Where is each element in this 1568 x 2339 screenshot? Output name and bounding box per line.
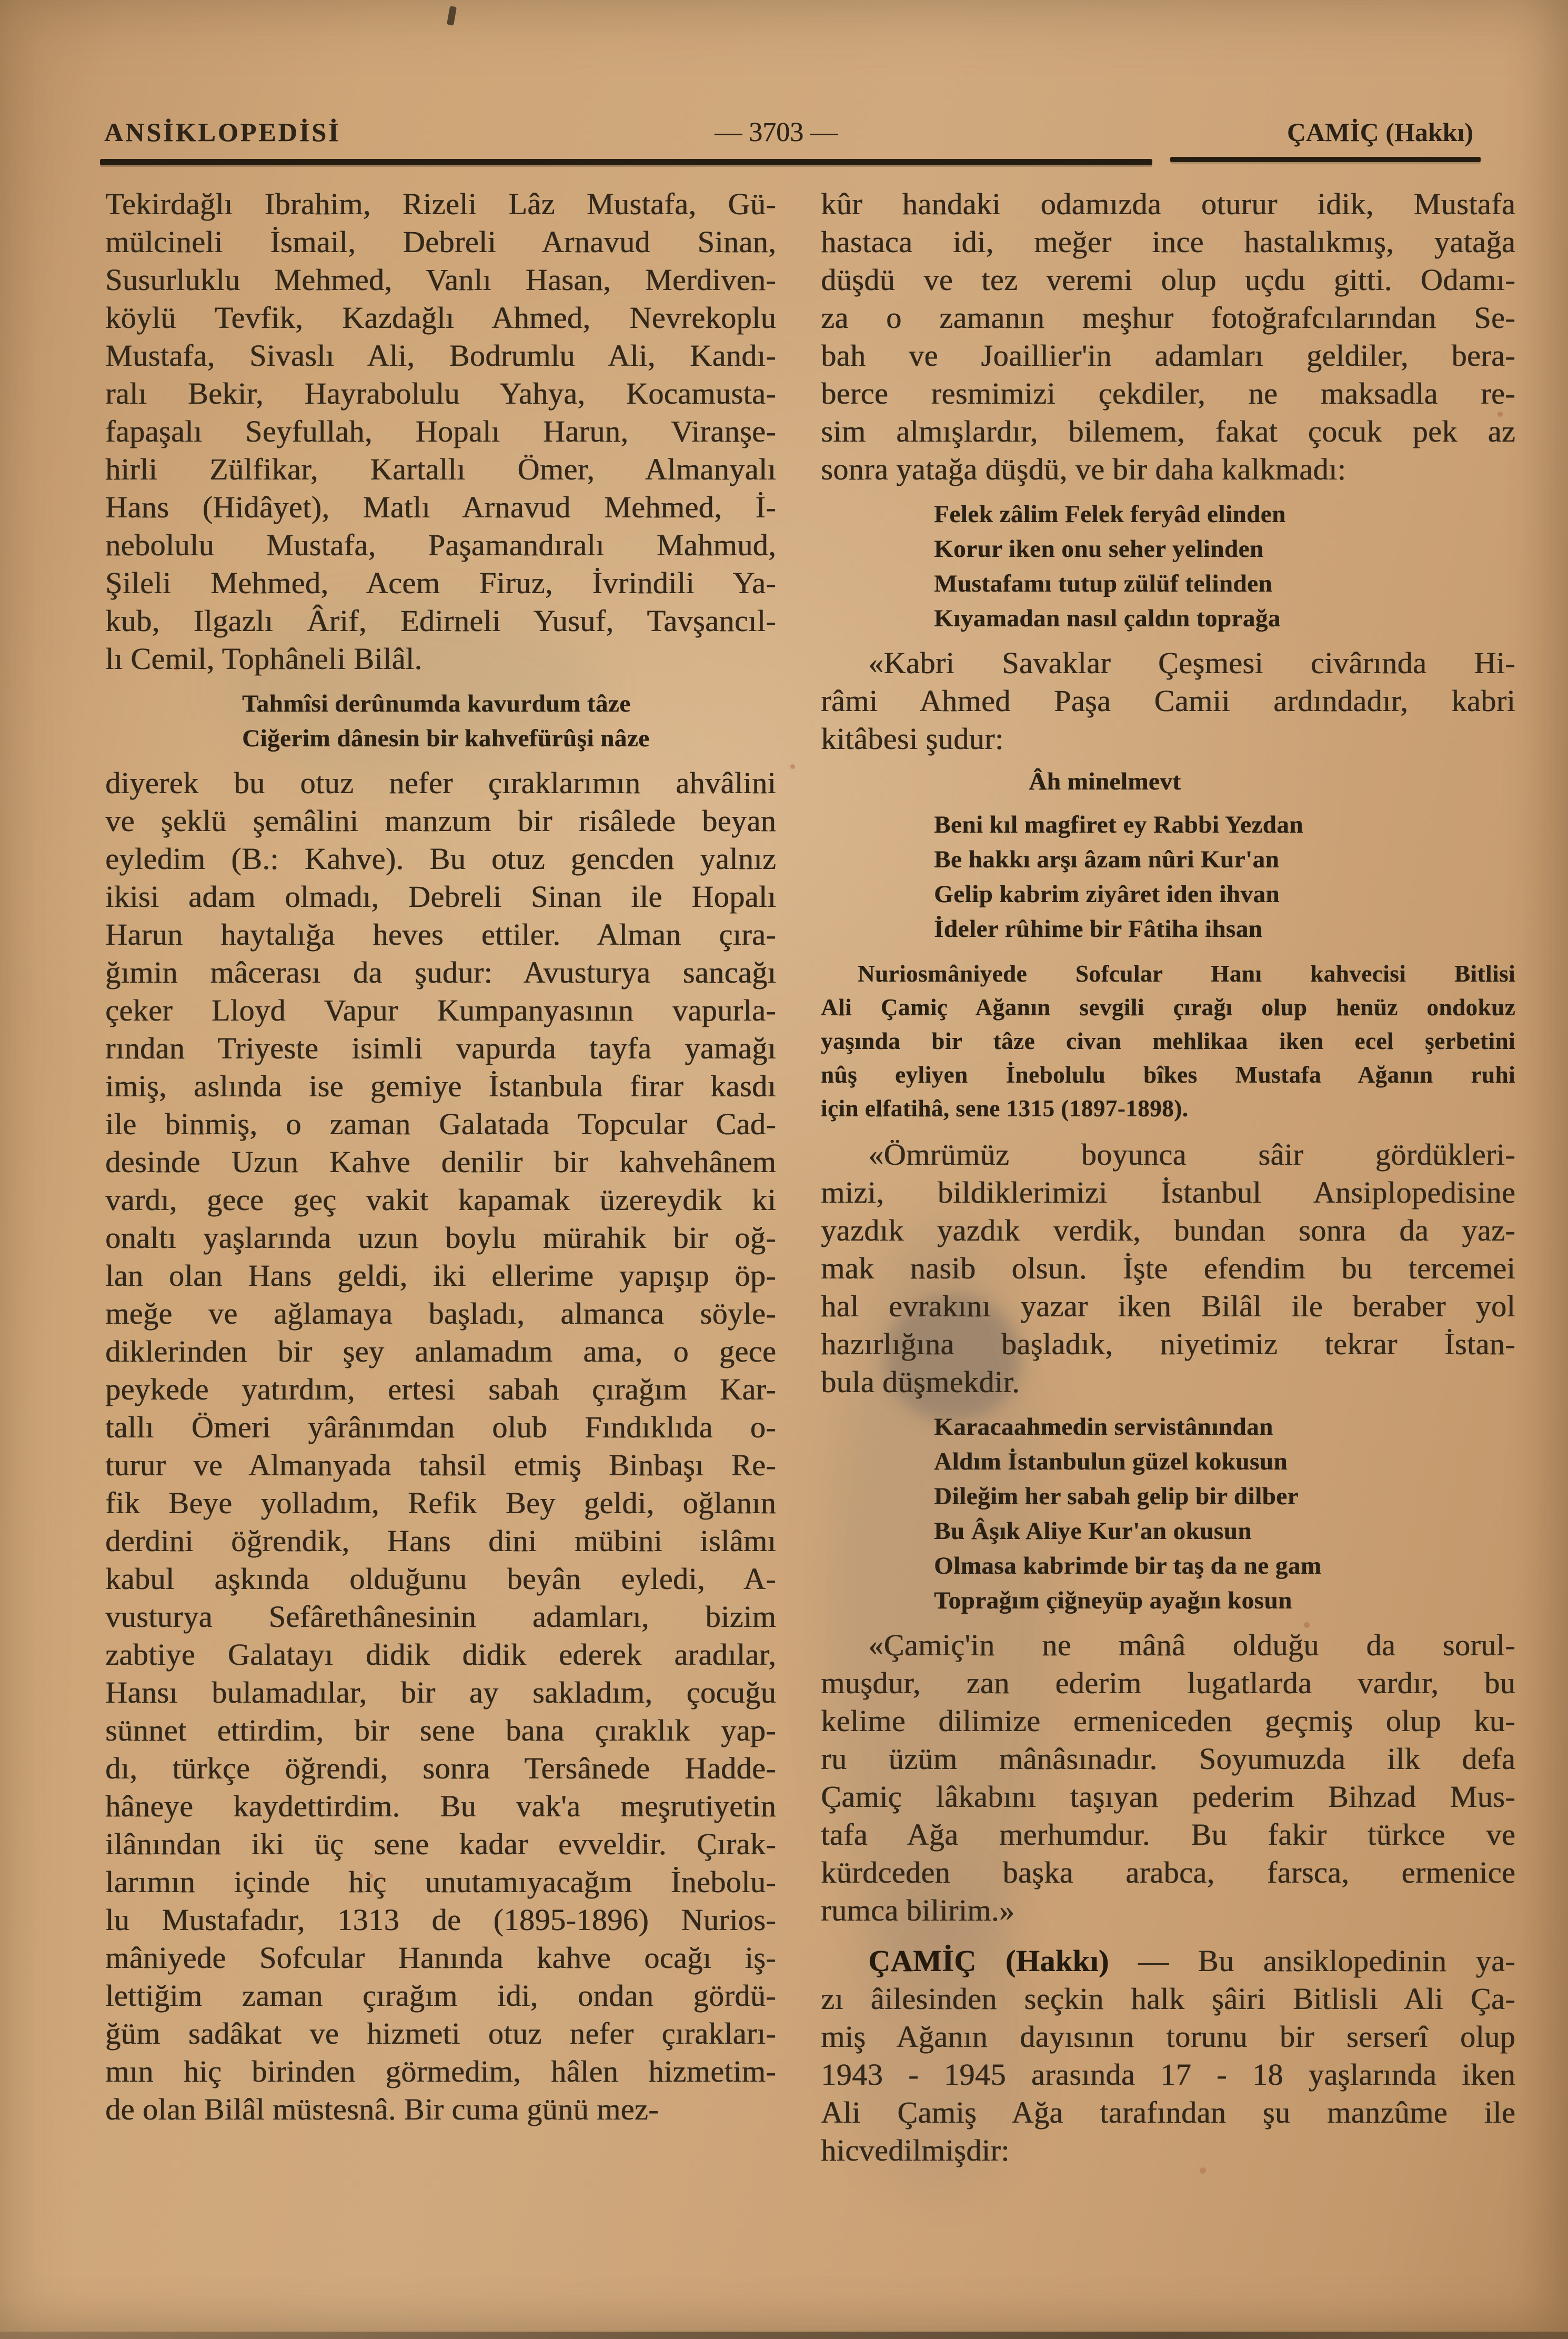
text-line: hal evrakını yazar iken Bilâl ile beraber yol — [821, 1289, 1515, 1323]
text-line: turur ve Almanyada tahsil etmiş Binbaşı Re- — [105, 1448, 776, 1482]
text-line: Ali Çamiş Ağa tarafından şu manzûme ile — [821, 2095, 1515, 2130]
text-line: Felek zâlim Felek feryâd elinden — [934, 501, 1286, 528]
text-line: bula düşmekdir. — [821, 1365, 1020, 1399]
page-number: — 3703 — — [715, 117, 838, 147]
right-column — [821, 185, 1515, 2170]
text-line: de olan Bilâl müstesnâ. Bir cuma günü mez- — [105, 2092, 659, 2126]
paragraph — [821, 1626, 1515, 1930]
text-line: «Kabri Savaklar Çeşmesi civârında Hi- — [868, 646, 1515, 680]
text-line: «Çamiç'in ne mânâ olduğu da sorul- — [868, 1628, 1515, 1662]
page-edge-shadow — [0, 2332, 1568, 2339]
text-line: Ciğerim dânesin bir kahvefürûşi nâze — [242, 725, 650, 752]
text-line: Karacaahmedin servistânından — [934, 1413, 1273, 1441]
text-line: Gelip kabrim ziyâret iden ihvan — [934, 881, 1280, 908]
text-line: Korur iken onu seher yelinden — [934, 535, 1264, 563]
text-line: ralı Bekir, Hayrabolulu Yahya, Kocamusta- — [105, 376, 776, 411]
text-line: sim almışlardır, bilemem, fakat çocuk pek az — [821, 414, 1515, 448]
text-line: hicvedilmişdir: — [821, 2133, 1010, 2167]
text-line: Dileğim her sabah gelip bir dilber — [934, 1483, 1299, 1510]
text-line: onaltı yaşlarında uzun boylu mürahik bir oğ- — [105, 1221, 776, 1255]
text-line: ilânından iki üç sene kadar evveldir. Çırak- — [105, 1827, 776, 1861]
text-line: eyledim (B.: Kahve). Bu otuz gencden yalnız — [105, 842, 776, 876]
paragraph — [821, 185, 1515, 488]
text-line: mizi, bildiklerimizi İstanbul Ansiplopedisine — [821, 1175, 1515, 1210]
text-line: sünnet ettirdim, bir sene bana çıraklık yap- — [105, 1713, 776, 1747]
paper-speck — [790, 764, 795, 769]
text-line: Çamiç lâkabını taşıyan pederim Bihzad Mus- — [821, 1780, 1515, 1814]
text-line: Hans (Hidâyet), Matlı Arnavud Mehmed, İ- — [105, 490, 776, 524]
text-line: Tekirdağlı Ibrahim, Rizeli Lâz Mustafa, Gü- — [105, 187, 776, 221]
text-line: peykede yatırdım, ertesi sabah çırağım Kar- — [105, 1372, 776, 1406]
text-line: nebolulu Mustafa, Paşamandıralı Mahmud, — [105, 528, 776, 562]
entry-term: ÇAMİÇ (Hakkı) — [868, 1944, 1109, 1978]
text-line: mâniyede Sofcular Hanında kahve ocağı iş- — [105, 1941, 776, 1975]
text-line: Toprağım çiğneyüp ayağın kosun — [934, 1587, 1292, 1614]
left-column — [105, 185, 776, 2128]
text-line: mak nasib olsun. İşte efendim bu tercemei — [821, 1251, 1515, 1285]
centered-line — [821, 764, 1515, 799]
text-line: bah ve Joaillier'in adamları geldiler, bera- — [821, 338, 1515, 373]
paragraph — [821, 1136, 1515, 1401]
text-line: ikisi adam olmadı, Debreli Sinan ile Hopalı — [105, 879, 776, 914]
text-line: çeker Lloyd Vapur Kumpanyasının vapurla- — [105, 993, 776, 1027]
text-line: «Ömrümüz boyunca sâir gördükleri- — [868, 1137, 1515, 1172]
text-line: yazdık yazdık verdik, bundan sonra da yaz- — [821, 1213, 1515, 1247]
text-line: hastaca idi, meğer ince hastalıkmış, yatağa — [821, 225, 1515, 259]
text-line: sonra yatağa düşdü, ve bir daha kalkmadı: — [821, 452, 1346, 486]
text-line: kub, Ilgazlı Ârif, Edirneli Yusuf, Tavşancıl- — [105, 604, 776, 638]
text-line: vardı, gece geç vakit kapamak üzereydik ki — [105, 1183, 776, 1217]
text-line: Mustafamı tutup zülüf telinden — [934, 570, 1273, 597]
text-line: nûş eyliyen İnebolulu bîkes Mustafa Ağanın ruhi — [821, 1062, 1515, 1088]
text-line: zı âilesinden seçkin halk şâiri Bitlisli Ali Ça- — [821, 1982, 1515, 2016]
text-line: za o zamanın meşhur fotoğrafcılarından Se- — [821, 301, 1515, 335]
text-line: zabtiye Galatayı didik didik ederek aradılar, — [105, 1637, 776, 1672]
text-line: Âh minelmevt — [1029, 768, 1181, 795]
text-line: köylü Tevfik, Kazdağlı Ahmed, Nevrekoplu — [105, 301, 776, 335]
running-head-entry: ÇAMİÇ (Hakkı) — [1286, 117, 1473, 147]
text-line: kûr handaki odamızda oturur idik, Mustafa — [821, 187, 1515, 221]
text-line: miş Ağanın dayısının torunu bir serserî olup — [821, 2020, 1515, 2054]
text-line: tallı Ömeri yârânımdan olub Fındıklıda o- — [105, 1410, 776, 1444]
text-line: derdini öğrendik, Hans dini mübini islâmı — [105, 1524, 776, 1558]
text-line: lan olan Hans geldi, iki ellerime yapışıp öp- — [105, 1258, 776, 1293]
paragraph — [821, 644, 1515, 758]
inscription-paragraph — [821, 957, 1515, 1125]
text-line: lı Cemil, Tophâneli Bilâl. — [105, 642, 423, 676]
running-head-title: ANSİKLOPEDİSİ — [104, 117, 341, 147]
text-line: hâneye kaydettirdim. Bu vak'a meşrutiyetin — [105, 1789, 776, 1823]
ink-mark — [447, 6, 457, 26]
text-line: meğe ve ağlamaya başladı, almanca söyle- — [105, 1296, 776, 1331]
text-line: hazırlığına başladık, niyetimiz tekrar İstan- — [821, 1327, 1515, 1361]
text-line: Şileli Mehmed, Acem Firuz, İvrindili Ya- — [105, 566, 776, 600]
text-line: Be hakkı arşı âzam nûri Kur'an — [934, 846, 1280, 873]
verse-block — [821, 807, 1515, 946]
text-line: ve şeklü şemâlini manzum bir risâlede beyan — [105, 804, 776, 838]
header-rule — [1170, 157, 1481, 162]
text-line: Susurluklu Mehmed, Vanlı Hasan, Merdiven- — [105, 263, 776, 297]
text-line: mın hiç birinden görmedim, hâlen hizmetim- — [105, 2054, 776, 2088]
text-line: Mustafa, Sivaslı Ali, Bodrumlu Ali, Kandı- — [105, 338, 776, 373]
text-line: mülcineli İsmail, Debreli Arnavud Sinan, — [105, 225, 776, 259]
text-line: ile binmiş, o zaman Galatada Topcular Cad- — [105, 1107, 776, 1141]
text-line: kabul aşkında olduğunu beyân eyledi, A- — [105, 1562, 776, 1596]
text-line: Kıyamadan nasıl çaldın toprağa — [934, 605, 1281, 632]
text-line: İdeler rûhime bir Fâtiha ihsan — [934, 915, 1263, 943]
text-line: fik Beye yolladım, Refik Bey geldi, oğlanın — [105, 1486, 776, 1520]
text-line: Hansı bulamadılar, bir ay sakladım, çocuğu — [105, 1675, 776, 1710]
text-line: Aldım İstanbulun güzel kokusun — [934, 1448, 1288, 1475]
text-line: kitâbesi şudur: — [821, 722, 1004, 756]
text-line: vusturya Sefârethânesinin adamları, bizim — [105, 1600, 776, 1634]
text-line: hirli Zülfikar, Kartallı Ömer, Almanyalı — [105, 452, 776, 486]
text-line: Ali Çamiç Ağanın sevgili çırağı olup henüz ondokuz — [821, 994, 1515, 1021]
text-line: desinde Uzun Kahve denilir bir kahvehânem — [105, 1145, 776, 1179]
text-line: Tahmîsi derûnumda kavurdum tâze — [242, 690, 631, 717]
text-line: diklerinden bir şey anlamadım ama, o gece — [105, 1334, 776, 1368]
text-line: kelime dilimize ermeniceden geçmiş olup ku- — [821, 1704, 1515, 1738]
text-line: Olmasa kabrimde bir taş da ne gam — [934, 1552, 1322, 1580]
text-line: ğüm sadâkat ve hizmeti otuz nefer çırakları- — [105, 2016, 776, 2051]
text-line: Harun haytalığa heves ettiler. Alman çıra- — [105, 917, 776, 952]
text-line: larımın içinde hiç unutamıyacağım İnebolu- — [105, 1865, 776, 1899]
text-line: muşdur, zan ederim lugatlarda vardır, bu — [821, 1666, 1515, 1700]
text-line: râmi Ahmed Paşa Camii ardındadır, kabri — [821, 684, 1515, 718]
text-line: kürdceden başka arabca, farsca, ermenice — [821, 1855, 1515, 1890]
text-line: diyerek bu otuz nefer çıraklarımın ahvâlini — [105, 766, 776, 800]
text-line: rından Triyeste isimli vapurda tayfa yamağı — [105, 1031, 776, 1065]
verse-block — [105, 686, 776, 756]
text-line: ru üzüm mânâsınadır. Soyumuzda ilk defa — [821, 1742, 1515, 1776]
text-line: berce resmimizi çekdiler, ne maksadla re- — [821, 376, 1515, 411]
text-line: Bu Âşık Aliye Kur'an okusun — [934, 1517, 1252, 1545]
text-line: düşdü ve tez veremi olup uçdu gitti. Odamı- — [821, 263, 1515, 297]
text-line: rumca bilirim.» — [821, 1893, 1015, 1927]
verse-block — [821, 497, 1515, 636]
text-line: yaşında bir tâze civan mehlikaa iken ecel şerbetini — [821, 1028, 1515, 1054]
text-line: lettiğim zaman çırağım idi, ondan gördü- — [105, 1978, 776, 2013]
text-line: Beni kıl magfiret ey Rabbi Yezdan — [934, 811, 1303, 838]
paragraph — [105, 185, 776, 678]
header-rule — [100, 159, 1152, 165]
text-line: tafa Ağa merhumdur. Bu fakir türkce ve — [821, 1817, 1515, 1852]
text-line: dı, türkçe öğrendi, sonra Tersânede Hadde- — [105, 1751, 776, 1785]
text-line: Nuriosmâniyede Sofcular Hanı kahvecisi Bitlisi — [858, 961, 1515, 987]
paragraph — [821, 1942, 1515, 2170]
text-line: lu Mustafadır, 1313 de (1895-1896) Nurios- — [105, 1903, 776, 1937]
text-line: için elfatihâ, sene 1315 (1897-1898). — [821, 1095, 1189, 1122]
verse-block — [821, 1410, 1515, 1618]
text-line: imiş, aslında ise gemiye İstanbula firar kasdı — [105, 1069, 776, 1103]
text-line: fapaşalı Seyfullah, Hopalı Harun, Viranşe- — [105, 414, 776, 448]
text-line: ÇAMİÇ (Hakkı) — Bu ansiklopedinin ya- — [868, 1944, 1515, 1978]
paragraph — [105, 764, 776, 2128]
text-line: ğımin mâcerası da şudur: Avusturya sancağı — [105, 955, 776, 989]
text-line: 1943 - 1945 arasında 17 - 18 yaşlarında iken — [821, 2057, 1515, 2092]
